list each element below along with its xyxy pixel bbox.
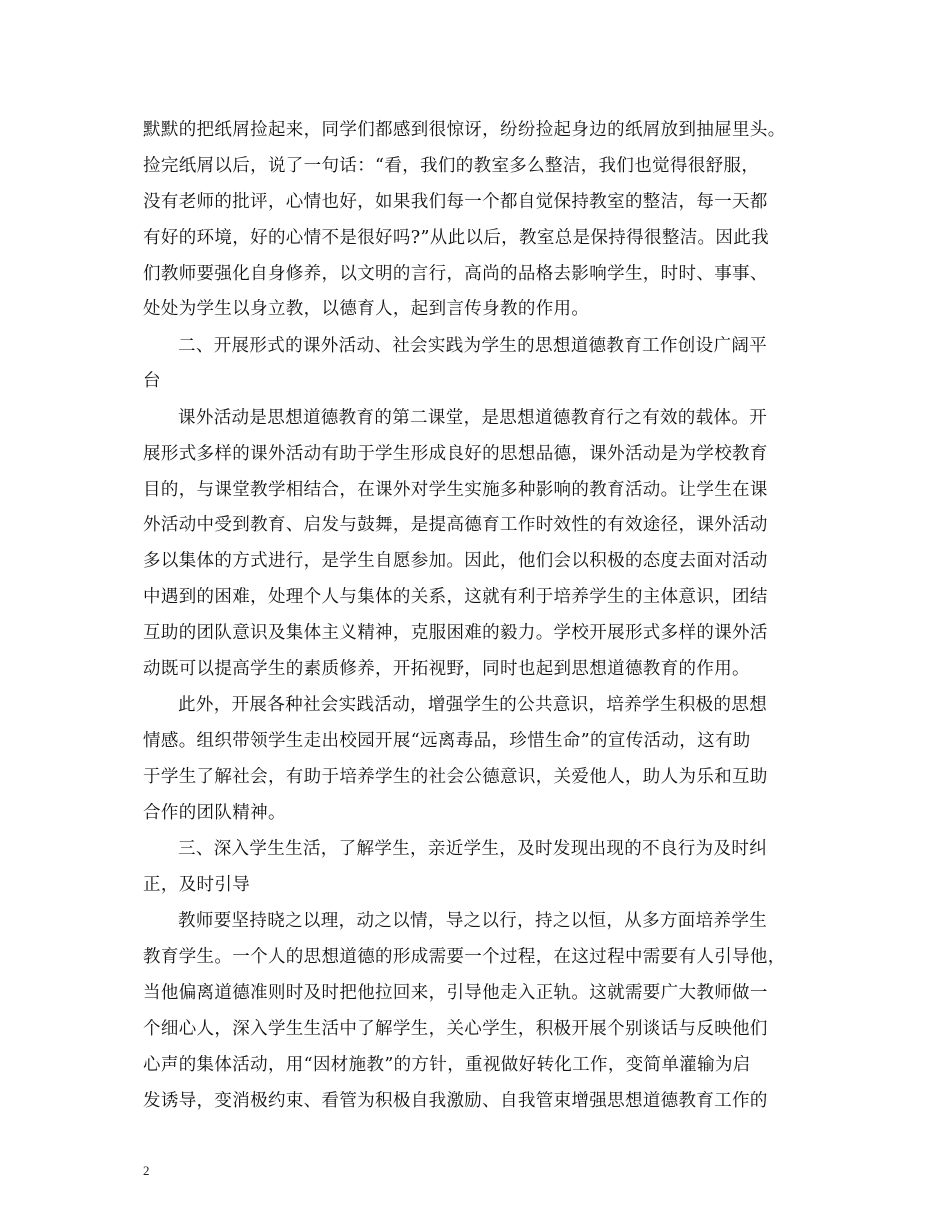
section-heading: 三、深入学生生活，了解学生，亲近学生，及时发现出现的不良行为及时纠 xyxy=(178,839,768,859)
body-text-line: 教师要坚持晓之以理，动之以情，导之以行，持之以恒，从多方面培养学生 xyxy=(178,911,768,931)
section-heading: 二、开展形式的课外活动、社会实践为学生的思想道德教育工作创设广阔平 xyxy=(178,336,768,356)
body-text-line: 有好的环境，好的心情不是很好吗?”从此以后，教室总是保持得很整洁。因此我 xyxy=(143,228,769,248)
body-text-line: 中遇到的困难，处理个人与集体的关系，这就有利于培养学生的主体意识，团结 xyxy=(143,587,768,607)
body-text-line: 们教师要强化自身修养，以文明的言行，高尚的品格去影响学生，时时、事事、 xyxy=(143,264,768,284)
body-text-line: 捡完纸屑以后，说了一句话：“看，我们的教室多么整洁，我们也觉得很舒服， xyxy=(143,156,760,176)
body-text-line: 心声的集体活动，用“因材施教”的方针，重视做好转化工作，变简单灌输为启 xyxy=(143,1055,751,1075)
section-heading-continued: 正，及时引导 xyxy=(143,875,251,895)
body-text-line: 合作的团队精神。 xyxy=(143,803,286,823)
body-text-line: 目的，与课堂教学相结合，在课外对学生实施多种影响的教育活动。让学生在课 xyxy=(143,480,768,500)
body-text-line: 动既可以提高学生的素质修养，开拓视野，同时也起到思想道德教育的作用。 xyxy=(143,659,750,679)
body-text-line: 发诱导，变消极约束、看管为积极自我激励、自我管束增强思想道德教育工作的 xyxy=(143,1091,768,1111)
body-text-line: 此外，开展各种社会实践活动，增强学生的公共意识，培养学生积极的思想 xyxy=(178,695,768,715)
body-text-line: 课外活动是思想道德教育的第二课堂，是思想道德教育行之有效的载体。开 xyxy=(178,408,768,428)
body-text-line: 于学生了解社会，有助于培养学生的社会公德意识，关爱他人，助人为乐和互助 xyxy=(143,767,768,787)
body-text-line: 处处为学生以身立教，以德育人，起到言传身教的作用。 xyxy=(143,299,590,319)
body-text-line: 多以集体的方式进行，是学生自愿参加。因此，他们会以积极的态度去面对活动 xyxy=(143,551,768,571)
body-text-line: 情感。组织带领学生走出校园开展“远离毒品，珍惜生命”的宣传活动，这有助 xyxy=(143,731,751,751)
body-text-line: 当他偏离道德准则时及时把他拉回来，引导他走入正轨。这就需要广大教师做一 xyxy=(143,983,768,1003)
body-text-line: 展形式多样的课外活动有助于学生形成良好的思想品德，课外活动是为学校教育 xyxy=(143,444,768,464)
body-text-line: 默默的把纸屑捡起来，同学们都感到很惊讶，纷纷捡起身边的纸屑放到抽屉里头。 xyxy=(143,120,786,140)
body-text-line: 教育学生。一个人的思想道德的形成需要一个过程，在这过程中需要有人引导他， xyxy=(143,947,786,967)
body-text-line: 外活动中受到教育、启发与鼓舞，是提高德育工作时效性的有效途径，课外活动 xyxy=(143,515,768,535)
body-text-line: 个细心人，深入学生生活中了解学生，关心学生，积极开展个别谈话与反映他们 xyxy=(143,1019,768,1039)
body-text-line: 没有老师的批评，心情也好，如果我们每一个都自觉保持教室的整洁，每一天都 xyxy=(143,192,768,212)
page-number: 2 xyxy=(143,1163,150,1178)
body-text-line: 互助的团队意识及集体主义精神，克服困难的毅力。学校开展形式多样的课外活 xyxy=(143,623,768,643)
section-heading-continued: 台 xyxy=(143,371,161,391)
